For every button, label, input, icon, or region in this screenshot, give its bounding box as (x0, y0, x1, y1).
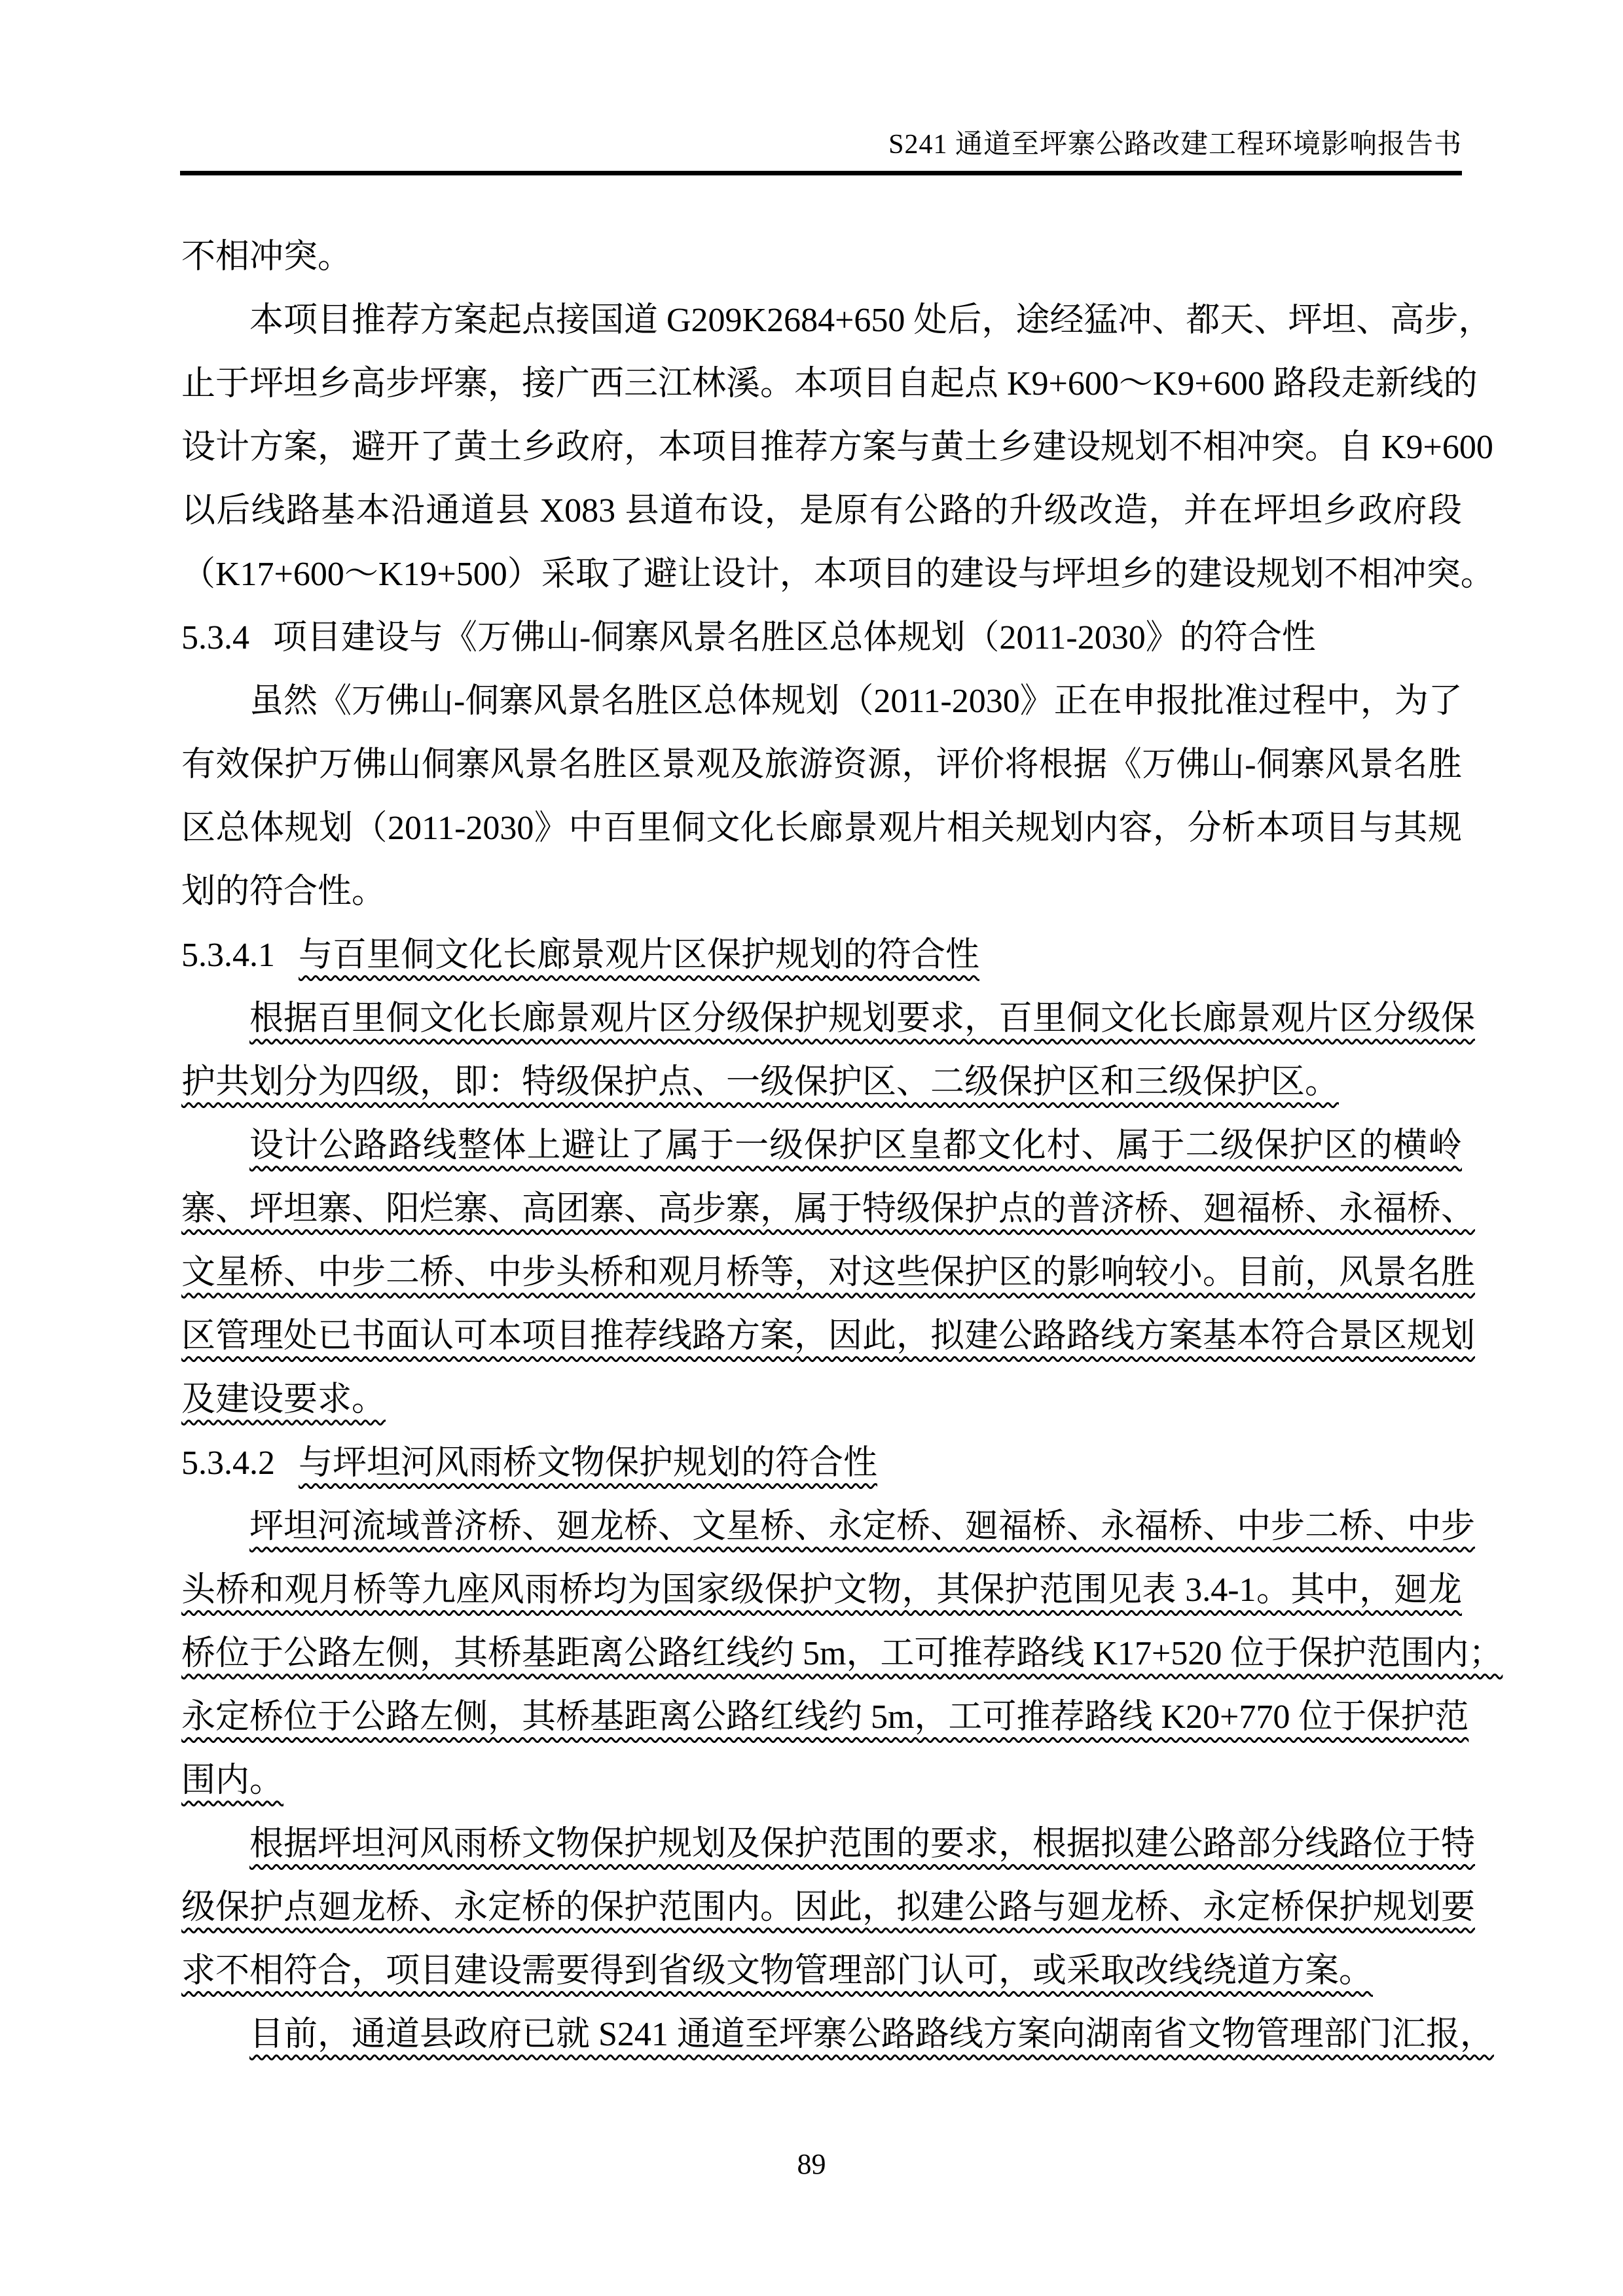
line-text: 坪坦河流域普济桥、廻龙桥、文星桥、永定桥、廻福桥、永福桥、中步二桥、中步 (249, 1508, 1476, 1545)
line-text: 设计方案，避开了黄土乡政府，本项目推荐方案与黄土乡建设规划不相冲突。自 K9+600 (181, 429, 1493, 466)
heading-5-3-4-1 (181, 924, 1462, 987)
body-line (181, 1050, 1462, 1114)
line-text: 级保护点廻龙桥、永定桥的保护范围内。因此，拟建公路与廻龙桥、永定桥保护规划要 (181, 1889, 1476, 1926)
heading-5-3-4-2 (181, 1431, 1462, 1495)
line-text: 有效保护万佛山侗寨风景名胜区景观及旅游资源，评价将根据《万佛山-侗寨风景名胜 (181, 746, 1462, 783)
line-text: 及建设要求。 (181, 1381, 386, 1418)
body-line (181, 416, 1493, 479)
line-text: （K17+600～K19+500）采取了避让设计，本项目的建设与坪坦乡的建设规划不相冲突。 (181, 556, 1495, 593)
body-line (181, 352, 1478, 416)
line-text: 根据百里侗文化长廊景观片区分级保护规划要求，百里侗文化长廊景观片区分级保 (249, 1000, 1476, 1037)
line-text: 区总体规划（2011-2030》中百里侗文化长廊景观片相关规划内容，分析本项目与其规 (181, 810, 1462, 847)
body-line (181, 2003, 1494, 2066)
body-line (181, 1241, 1476, 1304)
heading-5-3-4 (181, 606, 1462, 670)
line-text: 划的符合性。 (181, 873, 386, 910)
line-text: 设计公路路线整体上避让了属于一级保护区皇都文化村、属于二级保护区的横岭 (249, 1127, 1462, 1164)
heading-number: 5.3.4 (181, 619, 249, 656)
line-text: 桥位于公路左侧，其桥基距离公路红线约 5m，工可推荐路线 K17+520 位于保护范围内； (181, 1635, 1503, 1672)
line-text: 护共划分为四级，即：特级保护点、一级保护区、二级保护区和三级保护区。 (181, 1064, 1340, 1101)
body-line (181, 670, 1462, 733)
line-text: 虽然《万佛山-侗寨风景名胜区总体规划（2011-2030》正在申报批准过程中，为了 (249, 683, 1463, 720)
body-line (181, 1812, 1476, 1876)
body-line (181, 543, 1495, 606)
body-line (181, 479, 1462, 543)
header-rule (180, 171, 1462, 175)
body-line (181, 733, 1462, 797)
body-line (181, 1558, 1462, 1622)
body-line (181, 797, 1462, 860)
body-line (181, 1939, 1462, 2003)
line-text: 不相冲突。 (181, 238, 352, 276)
body-line (181, 1622, 1503, 1685)
line-text: 围内。 (181, 1762, 284, 1799)
heading-title: 与坪坦河风雨桥文物保护规划的符合性 (299, 1444, 878, 1482)
line-text: 以后线路基本沿通道县 X083 县道布设，是原有公路的升级改造，并在坪坦乡政府段 (181, 492, 1462, 529)
line-text: 文星桥、中步二桥、中步头桥和观月桥等，对这些保护区的影响较小。目前，风景名胜 (181, 1254, 1476, 1291)
line-text: 区管理处已书面认可本项目推荐线路方案，因此，拟建公路路线方案基本符合景区规划 (181, 1318, 1476, 1355)
heading-title: 与百里侗文化长廊景观片区保护规划的符合性 (299, 937, 980, 974)
line-text: 寨、坪坦寨、阳烂寨、高团寨、高步寨，属于特级保护点的普济桥、廻福桥、永福桥、 (181, 1191, 1476, 1228)
line-text: 目前，通道县政府已就 S241 通道至坪寨公路路线方案向湖南省文物管理部门汇报， (249, 2016, 1494, 2053)
body-line (181, 225, 1462, 289)
line-text: 头桥和观月桥等九座风雨桥均为国家级保护文物，其保护范围见表 3.4-1。其中，廻龙 (181, 1571, 1462, 1609)
body-line (181, 1114, 1462, 1177)
page-number: 89 (797, 2148, 826, 2180)
body-line (181, 1304, 1476, 1368)
body-line (181, 289, 1493, 352)
body-line (181, 1368, 1462, 1431)
body-line (181, 1749, 1462, 1812)
body-line (181, 1495, 1476, 1558)
body-line (181, 1685, 1469, 1749)
line-text: 永定桥位于公路左侧，其桥基距离公路红线约 5m，工可推荐路线 K20+770 位于保护范 (181, 1698, 1469, 1736)
line-text: 本项目推荐方案起点接国道 G209K2684+650 处后，途经猛冲、都天、坪坦、高步， (249, 302, 1493, 339)
line-text: 止于坪坦乡高步坪寨，接广西三江林溪。本项目自起点 K9+600～K9+600 路段走新线的 (181, 365, 1478, 403)
body-line (181, 987, 1476, 1050)
body-line (181, 860, 1462, 924)
document-body (181, 225, 1503, 2066)
body-line (181, 1177, 1476, 1241)
body-line (181, 1876, 1476, 1939)
line-text: 求不相符合，项目建设需要得到省级文物管理部门认可，或采取改线绕道方案。 (181, 1952, 1374, 1990)
heading-title: 项目建设与《万佛山-侗寨风景名胜区总体规划（2011-2030》的符合性 (273, 619, 1316, 656)
heading-number: 5.3.4.1 (181, 937, 275, 974)
header-report-title: S241 通道至坪寨公路改建工程环境影响报告书 (888, 130, 1462, 160)
heading-number: 5.3.4.2 (181, 1444, 275, 1482)
line-text: 根据坪坦河风雨桥文物保护规划及保护范围的要求，根据拟建公路部分线路位于特 (249, 1825, 1476, 1863)
